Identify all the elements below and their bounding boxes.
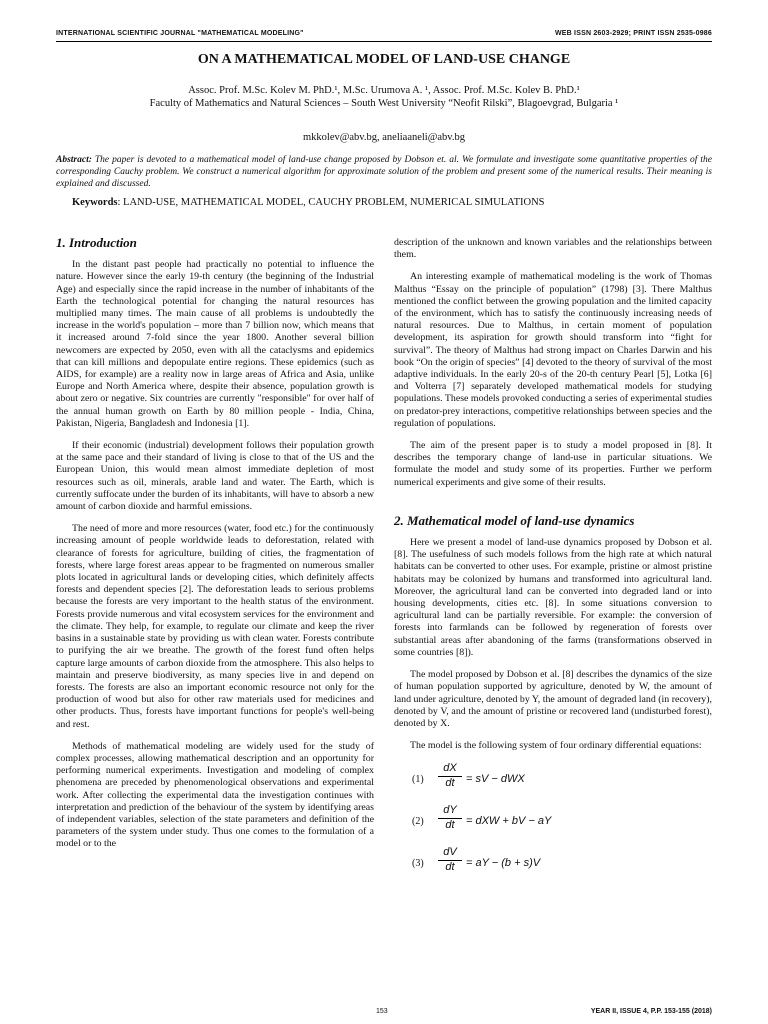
equation-1 [394,762,712,798]
derivative [438,804,462,830]
keywords-label: Keywords [72,197,118,208]
paragraph: The model proposed by Dobson et al. [8] describes the dynamics of the size of human population supported by agriculture, denoted by W, the amount of land under agriculture, denoted by Y, the amount of degraded land (in recovery), denoted by V, and the amount of pristine or recovered land (undisturbed forest), denoted by X. [394,669,712,729]
paragraph: In the distant past people had practically no potential to influence the nature. However since the early 19-th century (the beginning of the Industrial Age) and especially since the rapid increase in the number of inhabitants of the Earth the technological potential for changing the natural resources has multiplied many times. The main cause of all problems is undoubtedly the increase in the world's population – more than 7 billion now, which means that it increased around 7-fold since the year 1800. Another several billion newcomers are expected by 2050, even with all the cataclysms and epidemics that can kill millions and depopulate entire regions. These epidemics (such as AIDS, for example) are a reality now in large areas of Africa and Asia, unlike Europe and North America where, despite their absence, population growth is about zero or negative. Six countries are currently "responsible" for over half of the annual human growth on Earth by 80 million people - India, China, Pakistan, Nigeria, Bangladesh and Indonesia [1]. [56,259,374,429]
paragraph: description of the unknown and known variables and the relationships between them. [394,237,712,261]
denominator: dt [445,818,455,831]
numerator: dV [438,846,462,860]
equation-2 [394,804,712,840]
paragraph: Methods of mathematical modeling are widely used for the study of complex processes, allowing mathematical description and an opportunity for performing numerical experiments. Investigation and modeling of complex phenomena are preceded by phenomenological observations and experimental work. After collecting the experimental data the investigation continues with interpretation and prediction of the behaviour of the system by identifying areas of independent variables, selection of the state parameters and definition of the parameters of the system under study. Thus one comes to the formulation of a model or to the [56,740,374,850]
paragraph: The aim of the present paper is to study a model proposed in [8]. It describes the temporary change of land-use in particular situations. We formulate the model and study some of its properties. Further we perform numerical experiments and give some of their results. [394,440,712,488]
page-number: 153 [376,1008,388,1015]
paragraph: Here we present a model of land-use dynamics proposed by Dobson et al. [8]. The usefulness of such models follows from the high rate at which natural habitats can be converted to other uses. For example, pristine or almost pristine habitats may be colonized by humans and transformed into agricultural land. Moreover, the agricultural land can be converted into degraded land or into housing developments, cities etc. [8]. In some situations conversion to agricultural land can be partially reversible. For example: the conversion of forests into farmlands can be followed by regeneration of forests over substantial areas after abandoning of the farms (transformations observed in some countries [8]). [394,537,712,658]
section-heading-introduction: 1. Introduction [56,235,137,250]
equation-number: (2) [412,816,424,828]
derivative [438,762,462,788]
paper-title: ON A MATHEMATICAL MODEL OF LAND-USE CHANGE [197,52,571,67]
denominator: dt [445,776,455,789]
abstract-text: The paper is devoted to a mathematical model of land-use change proposed by Dobson et. al. We formulate and investigate some quantitative properties of the corresponding Cauchy problem. We construct a numerical algorithm for approximate solution of the problem and present some of the numerical results. Their meaning is explained and discussed. [56,155,712,189]
equation-rhs: = aY − (b + s)V [466,857,541,870]
equation-rhs: = dXW + bV − aY [466,815,552,828]
paragraph: If their economic (industrial) development follows their population growth at the same pace and their standard of living is close to that of the US and the European Union, this would mean almost immediate depletion of most resources such as oil, minerals, arable land and water. The Earth, which is currently suffocate under the burden of its inhabitants, will have to absorb a new amount of carbon dioxide and harmful emissions. [56,440,374,513]
equation-3 [394,846,712,882]
right-column [394,237,712,888]
denominator: dt [445,860,455,873]
numerator: dY [438,804,462,818]
keywords-text: : LAND-USE, MATHEMATICAL MODEL, CAUCHY PROBLEM, NUMERICAL SIMULATIONS [117,197,545,208]
author-block [0,84,768,110]
paragraph: The model is the following system of four ordinary differential equations: [410,740,702,752]
journal-name: INTERNATIONAL SCIENTIFIC JOURNAL "MATHEMATICAL MODELING" [56,30,304,37]
left-column [56,237,374,861]
abstract [56,154,712,190]
issue-info: YEAR II, ISSUE 4, P.P. 153-155 (2018) [590,1008,712,1015]
issn: WEB ISSN 2603-2929; PRINT ISSN 2535-0986 [554,30,712,37]
equation-number: (1) [412,774,424,786]
keywords [72,197,545,208]
abstract-label: Abstract: [56,155,92,165]
paragraph: An interesting example of mathematical modeling is the work of Thomas Malthus “Essay on the principle of population” (1798) [3]. There Malthus mentioned the conflict between the growing population and the limited capacity of the environment, which has to satisfy the continuously increasing needs of natural resources. Due to Malthus, in certain moment of population development, its aspiration for growth should transform into “fight for survival”. The theory of Malthus had strong impact on Charles Darwin and his book “On the origin of species” [4] devoted to the theory of survival of the most adaptive individuals. In the early 20-s of the 20-th century Pearl [5], Lotka [6] and Volterra [7] separately developed mathematical models for studying populations. These models provoked conducting a series of experimental studies on predator-prey interactions, competitive relationships between species and the regulation of populations. [394,271,712,429]
authors: Assoc. Prof. M.Sc. Kolev M. PhD.¹, M.Sc. Urumova A. ¹, Assoc. Prof. M.Sc. Kolev B. PhD.¹ [188,85,580,96]
derivative [438,846,462,872]
section-heading-model: 2. Mathematical model of land-use dynamics [394,512,635,528]
affiliation: Faculty of Mathematics and Natural Sciences – South West University “Neofit Rilski”, Blagoevgrad, Bulgaria ¹ [149,98,619,109]
header-rule [56,41,712,42]
equation-rhs: = sV − dWX [466,773,525,786]
paragraph: The need of more and more resources (water, food etc.) for the continuously increasing amount of people worldwide leads to deforestation, related with clearance of forests for agriculture, building of cities, the fragmentation of forests, where large forest areas appear to be fragmented on numerous smaller plots located in agricultural lands or developing cities, which definitely affects forests and dependent species [2]. The deforestation leads to serious problems because the forests are very important to the health status of the environment. Forests provide numerous and vital ecosystem services for the environment and the climate. They help, for example, to regulate our climate and keep the river basins in a sustainable state by providing us with clean water. Forests contribute to purifying the air we breathe. The growth of the forest fund often helps capture large amounts of carbon dioxide from the atmosphere. This also helps to maintain and preserve biodiversity, as many species live in and depend on forests. The forests are also an important economic resource not only for the production of wood but also for other raw materials used for medicines and other products. Thus, forests have important functions for people's well-being and rest. [56,523,374,730]
numerator: dX [438,762,462,776]
emails: mkkolev@abv.bg, aneliaaneli@abv.bg [302,132,465,143]
equation-number: (3) [412,858,424,870]
